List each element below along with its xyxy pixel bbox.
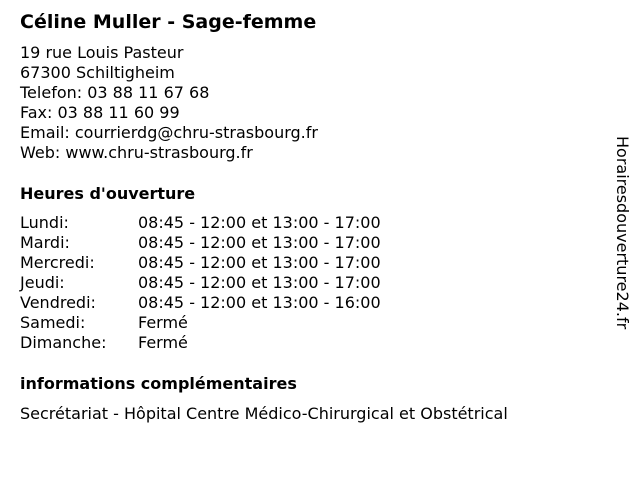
hours-day: Vendredi: <box>20 293 96 312</box>
hours-day: Lundi: <box>20 213 69 232</box>
page-title: Céline Muller - Sage-femme <box>20 11 317 33</box>
hours-day: Samedi: <box>20 313 86 332</box>
hours-day: Mercredi: <box>20 253 95 272</box>
hours-heading: Heures d'ouverture <box>20 184 196 203</box>
hours-day: Jeudi: <box>20 273 65 292</box>
address-city: 67300 Schiltigheim <box>20 63 175 82</box>
address-phone[interactable]: Telefon: 03 88 11 67 68 <box>20 83 210 102</box>
hours-time: Fermé <box>138 333 188 352</box>
address-street: 19 rue Louis Pasteur <box>20 43 184 62</box>
address-block <box>20 43 318 163</box>
hours-time: Fermé <box>138 313 188 332</box>
address-fax: Fax: 03 88 11 60 99 <box>20 103 180 122</box>
hours-day: Mardi: <box>20 233 70 252</box>
address-web[interactable]: Web: www.chru-strasbourg.fr <box>20 143 253 162</box>
address-email[interactable]: Email: courrierdg@chru-strasbourg.fr <box>20 123 318 142</box>
info-text: Secrétariat - Hôpital Centre Médico-Chirurgical et Obstétrical <box>20 404 508 423</box>
hours-time: 08:45 - 12:00 et 13:00 - 17:00 <box>138 233 381 252</box>
site-watermark: Horairesdouverture24.fr <box>613 136 632 330</box>
hours-time: 08:45 - 12:00 et 13:00 - 17:00 <box>138 273 381 292</box>
hours-time: 08:45 - 12:00 et 13:00 - 17:00 <box>138 253 381 272</box>
hours-time: 08:45 - 12:00 et 13:00 - 17:00 <box>138 213 381 232</box>
hours-day: Dimanche: <box>20 333 107 352</box>
hours-time: 08:45 - 12:00 et 13:00 - 16:00 <box>138 293 381 312</box>
info-heading: informations complémentaires <box>20 374 297 393</box>
